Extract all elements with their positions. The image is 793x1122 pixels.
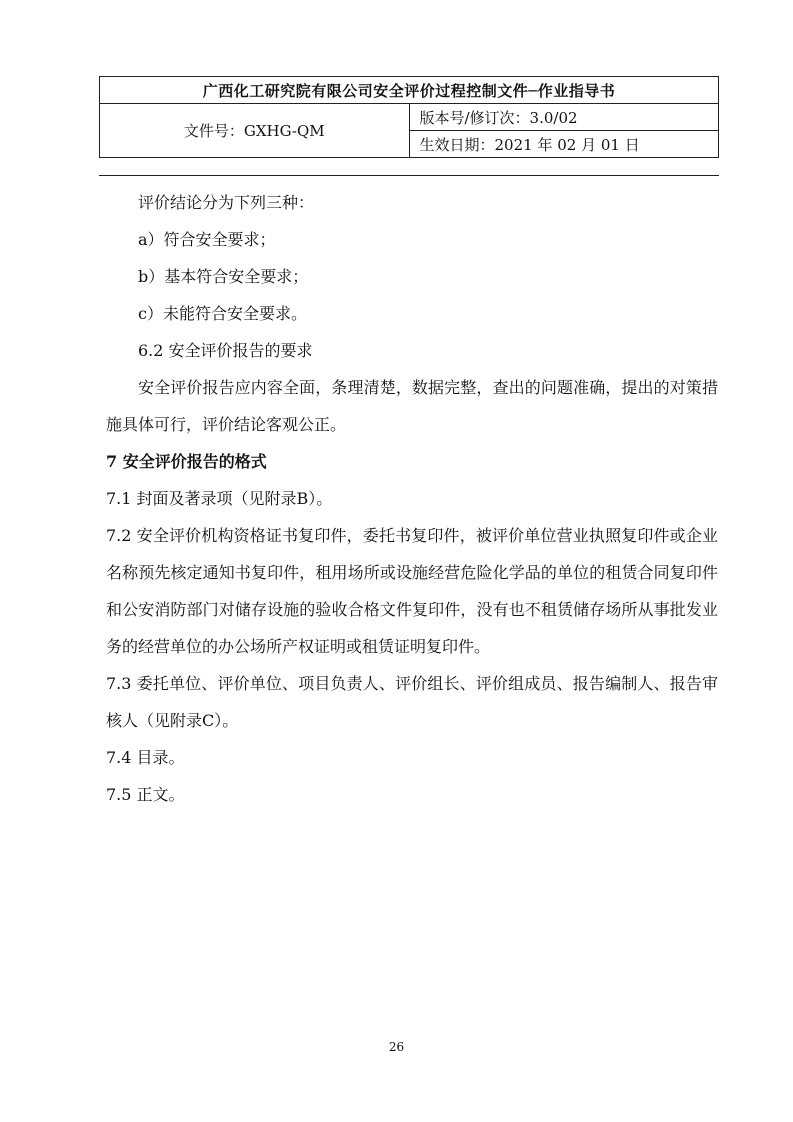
document-body	[106, 184, 718, 813]
report-requirements-paragraph: 安全评价报告应内容全面，条理清楚，数据完整，查出的问题准确，提出的对策措施具体可行，评价结论客观公正。	[106, 378, 718, 434]
item-7-4: 7.4 目录。	[106, 748, 185, 767]
item-7-1: 7.1 封面及著录项（见附录B）。	[106, 489, 333, 508]
item-7-5: 7.5 正文。	[106, 785, 185, 804]
item-7-2: 7.2 安全评价机构资格证书复印件，委托书复印件，被评价单位营业执照复印件或企业名称预先核定通知书复印件，租用场所或设施经营危险化学品的单位的租赁合同复印件和公安消防部门对储存设施的验收合格文件复印件，没有也不租赁储存场所从事批发业务的经营单位的办公场所产权证明或租赁证明复印件。	[106, 526, 718, 656]
document-number: 文件号：GXHG-QM	[100, 104, 410, 158]
conclusion-item-a: a）符合安全要求；	[138, 230, 276, 249]
page-number: 26	[388, 1040, 405, 1054]
section-heading-7: 7 安全评价报告的格式	[106, 452, 267, 471]
conclusion-intro: 评价结论分为下列三种：	[138, 193, 315, 212]
effective-date: 生效日期：2021 年 02 月 01 日	[409, 131, 719, 158]
item-7-3: 7.3 委托单位、评价单位、项目负责人、评价组长、评价组成员、报告编制人、报告审核人（见附录C）。	[106, 674, 718, 730]
subsection-heading-6-2: 6.2 安全评价报告的要求	[138, 341, 313, 360]
document-header-table	[99, 76, 719, 158]
version-number: 版本号/修订次：3.0/02	[409, 104, 719, 131]
header-divider	[99, 175, 719, 176]
conclusion-item-c: c）未能符合安全要求。	[138, 304, 307, 323]
conclusion-item-b: b）基本符合安全要求；	[138, 267, 309, 286]
document-title: 广西化工研究院有限公司安全评价过程控制文件─作业指导书	[100, 77, 719, 104]
